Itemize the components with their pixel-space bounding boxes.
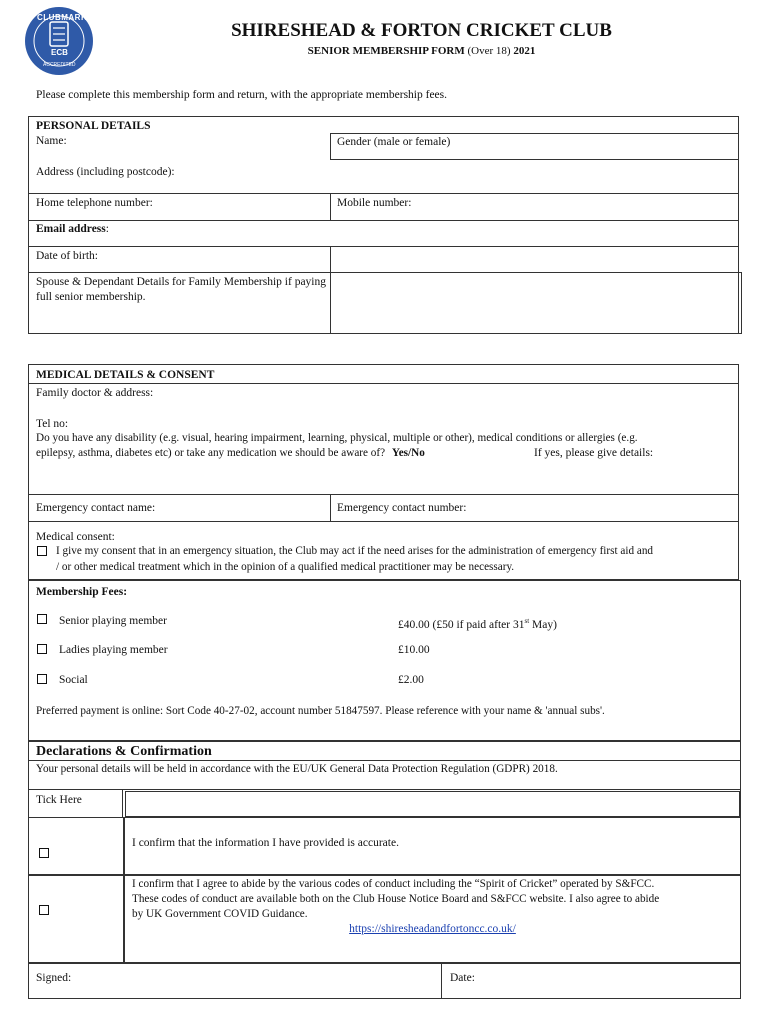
date-label: Date: — [450, 972, 475, 984]
spouse-input-box[interactable] — [330, 272, 742, 334]
doctor-tel-input[interactable] — [75, 417, 375, 431]
gender-label: Gender (male or female) — [337, 136, 451, 148]
confirm-conduct-line2: These codes of conduct are available both on the Club House Notice Board and S&FCC website. I also agree to abide — [132, 893, 660, 905]
tick-here-label: Tick Here — [36, 794, 82, 806]
medical-heading: MEDICAL DETAILS & CONSENT — [36, 369, 215, 381]
confirm2-tick-cell — [28, 875, 124, 963]
disability-question-line2 — [36, 446, 425, 460]
if-yes-label: If yes, please give details: — [534, 447, 654, 459]
fee-checkbox-social[interactable] — [37, 674, 47, 684]
doctor-label: Family doctor & address: — [36, 387, 154, 399]
confirm-conduct-line3: by UK Government COVID Guidance. — [132, 908, 308, 920]
confirm-accurate-text: I confirm that the information I have provided is accurate. — [132, 837, 399, 849]
website-link-wrap — [124, 922, 741, 936]
emergency-name-input[interactable] — [170, 501, 325, 517]
dob-input[interactable] — [337, 249, 732, 269]
intro-text: Please complete this membership form and return, with the appropriate membership fees. — [36, 89, 448, 101]
logo-top-text: CLUBMARK — [37, 13, 88, 22]
email-colon: : — [105, 223, 109, 235]
emergency-number-label: Emergency contact number: — [337, 502, 467, 514]
confirm-conduct-line1: I confirm that I agree to abide by the various codes of conduct including the “Spirit of Cricket” operated by S&FCC. — [132, 878, 655, 890]
declarations-heading: Declarations & Confirmation — [36, 744, 212, 759]
subtitle-year: 2021 — [513, 45, 536, 57]
confirm1-tick-cell — [28, 817, 124, 875]
email-label-wrap — [36, 222, 109, 236]
fee-price-senior — [398, 614, 557, 632]
emergency-name-label: Emergency contact name: — [36, 502, 156, 514]
fee-label-ladies: Ladies playing member — [59, 644, 168, 656]
gdpr-text: Your personal details will be held in accordance with the EU/UK General Data Protection Regulation (GDPR) 2018. — [36, 763, 558, 775]
date-input[interactable] — [482, 968, 732, 992]
fee-checkbox-senior[interactable] — [37, 614, 47, 624]
confirm-accurate-checkbox[interactable] — [39, 848, 49, 858]
fee-label-senior: Senior playing member — [59, 615, 167, 627]
disability-question: Do you have any disability (e.g. visual, hearing impairment, learning, physical, multiple or other), medical conditions or allergies (e.g. — [36, 432, 638, 444]
consent-text-line2: / or other medical treatment which in the opinion of a qualified medical practitioner may be necessary. — [56, 561, 515, 573]
tick-here-header-box — [125, 791, 740, 817]
fee-price-ladies: £10.00 — [398, 644, 430, 656]
subtitle-bold: SENIOR MEMBERSHIP FORM — [307, 45, 465, 57]
consent-text-line1: I give my consent that in an emergency situation, the Club may act if the need arises for the administration of emergency first aid and — [56, 545, 654, 557]
fee-price-senior-end: May) — [529, 618, 557, 631]
tel-label: Tel no: — [36, 418, 69, 430]
club-website-link[interactable]: https://shiresheadandfortoncc.co.uk/ — [349, 923, 516, 935]
medical-consent-checkbox[interactable] — [37, 546, 47, 556]
gender-input[interactable] — [470, 135, 730, 155]
mobile-label: Mobile number: — [337, 197, 412, 209]
fee-label-social: Social — [59, 674, 88, 686]
fee-price-senior-text: £40.00 (£50 if paid after 31 — [398, 618, 525, 631]
spouse-label: Spouse & Dependant Details for Family Membership if paying full senior membership. — [36, 276, 327, 303]
address-label: Address (including postcode): — [36, 166, 175, 178]
mobile-input[interactable] — [425, 196, 730, 216]
membership-fees-heading: Membership Fees: — [36, 586, 128, 598]
disability-question-text: epilepsy, asthma, diabetes etc) or take any medication we should be aware of? — [36, 447, 386, 459]
yes-no-option[interactable]: Yes/No — [391, 447, 425, 459]
emergency-number-input[interactable] — [485, 501, 730, 517]
page-title: SHIRESHEAD & FORTON CRICKET CLUB — [231, 20, 612, 41]
payment-info: Preferred payment is online: Sort Code 40-27-02, account number 51847597. Please reference with your name & 'annual subs'. — [36, 705, 605, 717]
email-input[interactable] — [125, 222, 730, 242]
home-telephone-label: Home telephone number: — [36, 197, 153, 209]
home-telephone-input[interactable] — [170, 196, 325, 216]
fee-price-senior-sup: st — [524, 617, 530, 625]
logo-mid-text: ECB — [51, 48, 68, 57]
fee-checkbox-ladies[interactable] — [37, 644, 47, 654]
subtitle-normal: (Over 18) — [467, 45, 511, 57]
disability-details-input[interactable] — [36, 463, 730, 489]
fee-price-social: £2.00 — [398, 674, 424, 686]
address-input[interactable] — [200, 165, 730, 187]
confirm-conduct-checkbox[interactable] — [39, 905, 49, 915]
name-input[interactable] — [72, 134, 322, 154]
logo-bottom-text: ACCREDITED — [43, 62, 76, 68]
doctor-input[interactable] — [170, 386, 730, 414]
signed-label: Signed: — [36, 972, 72, 984]
signature-input[interactable] — [80, 968, 435, 992]
personal-details-heading: PERSONAL DETAILS — [36, 120, 151, 132]
page-subtitle — [0, 44, 770, 58]
dob-label: Date of birth: — [36, 250, 98, 262]
medical-consent-label: Medical consent: — [36, 531, 115, 543]
name-label: Name: — [36, 135, 67, 147]
email-label: Email address — [36, 223, 106, 235]
